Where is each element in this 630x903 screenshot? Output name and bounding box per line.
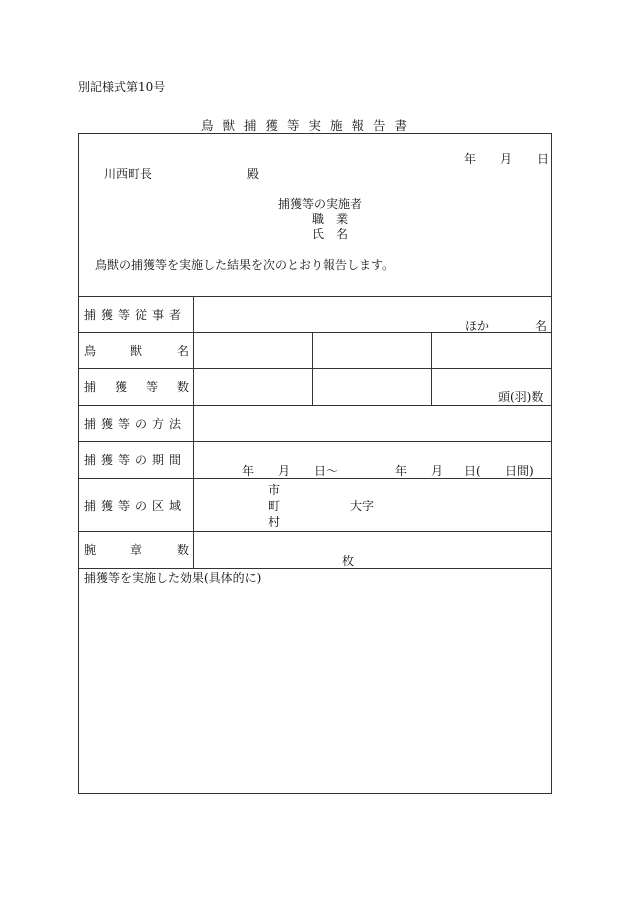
row-divider xyxy=(78,405,552,406)
period-end-year: 年 xyxy=(395,464,408,478)
area-village: 村 xyxy=(268,515,281,529)
species-label-3: 名 xyxy=(177,344,190,358)
armband-label-3: 数 xyxy=(177,543,190,557)
effect-label: 捕獲等を実施した効果(具体的に) xyxy=(84,571,262,585)
species-label-1: 鳥 xyxy=(84,344,97,358)
row-divider xyxy=(78,296,552,297)
row-divider xyxy=(78,531,552,532)
date-year-label: 年 xyxy=(464,152,477,166)
count-label-4: 数 xyxy=(177,380,190,394)
row-divider xyxy=(78,441,552,442)
occupation-label: 職 業 xyxy=(312,212,349,226)
personnel-label: 捕獲等従事者 xyxy=(84,308,187,322)
name-label: 氏 名 xyxy=(312,227,349,241)
row-divider xyxy=(78,568,552,569)
count-label-2: 獲 xyxy=(115,380,128,394)
period-start-year: 年 xyxy=(242,464,255,478)
count-unit: 頭(羽)数 xyxy=(498,390,544,404)
count-label-3: 等 xyxy=(146,380,159,394)
period-end-month: 月 xyxy=(431,464,444,478)
armband-label-2: 章 xyxy=(130,543,143,557)
species-label-2: 獣 xyxy=(130,344,143,358)
armband-label-1: 腕 xyxy=(84,543,97,557)
personnel-unit: 名 xyxy=(535,319,548,333)
honorific: 殿 xyxy=(247,167,260,181)
period-start-month: 月 xyxy=(278,464,291,478)
personnel-other-suffix: ほか xyxy=(465,319,490,333)
area-city: 市 xyxy=(268,483,281,497)
form-number: 別記様式第10号 xyxy=(78,80,166,94)
area-label: 捕獲等の区域 xyxy=(84,499,187,513)
row-divider xyxy=(78,478,552,479)
method-label: 捕獲等の方法 xyxy=(84,417,187,431)
row-divider xyxy=(78,368,552,369)
page-title: 鳥獣捕獲等実施報告書 xyxy=(201,118,417,133)
period-label: 捕獲等の期間 xyxy=(84,453,187,467)
period-start-day: 日〜 xyxy=(314,464,339,478)
addressee: 川西町長 xyxy=(104,167,153,181)
period-end-day: 日( xyxy=(464,464,481,478)
period-duration: 日間) xyxy=(505,464,534,478)
label-column-divider xyxy=(193,296,194,568)
column-divider xyxy=(312,332,313,405)
date-month-label: 月 xyxy=(500,152,513,166)
report-statement: 鳥獣の捕獲等を実施した結果を次のとおり報告します。 xyxy=(95,258,395,272)
reporter-heading: 捕獲等の実施者 xyxy=(278,197,363,211)
date-day-label: 日 xyxy=(537,152,550,166)
armband-unit: 枚 xyxy=(342,554,355,568)
column-divider xyxy=(431,332,432,405)
area-town: 町 xyxy=(268,499,281,513)
count-label-1: 捕 xyxy=(84,380,97,394)
area-district: 大字 xyxy=(350,499,375,513)
